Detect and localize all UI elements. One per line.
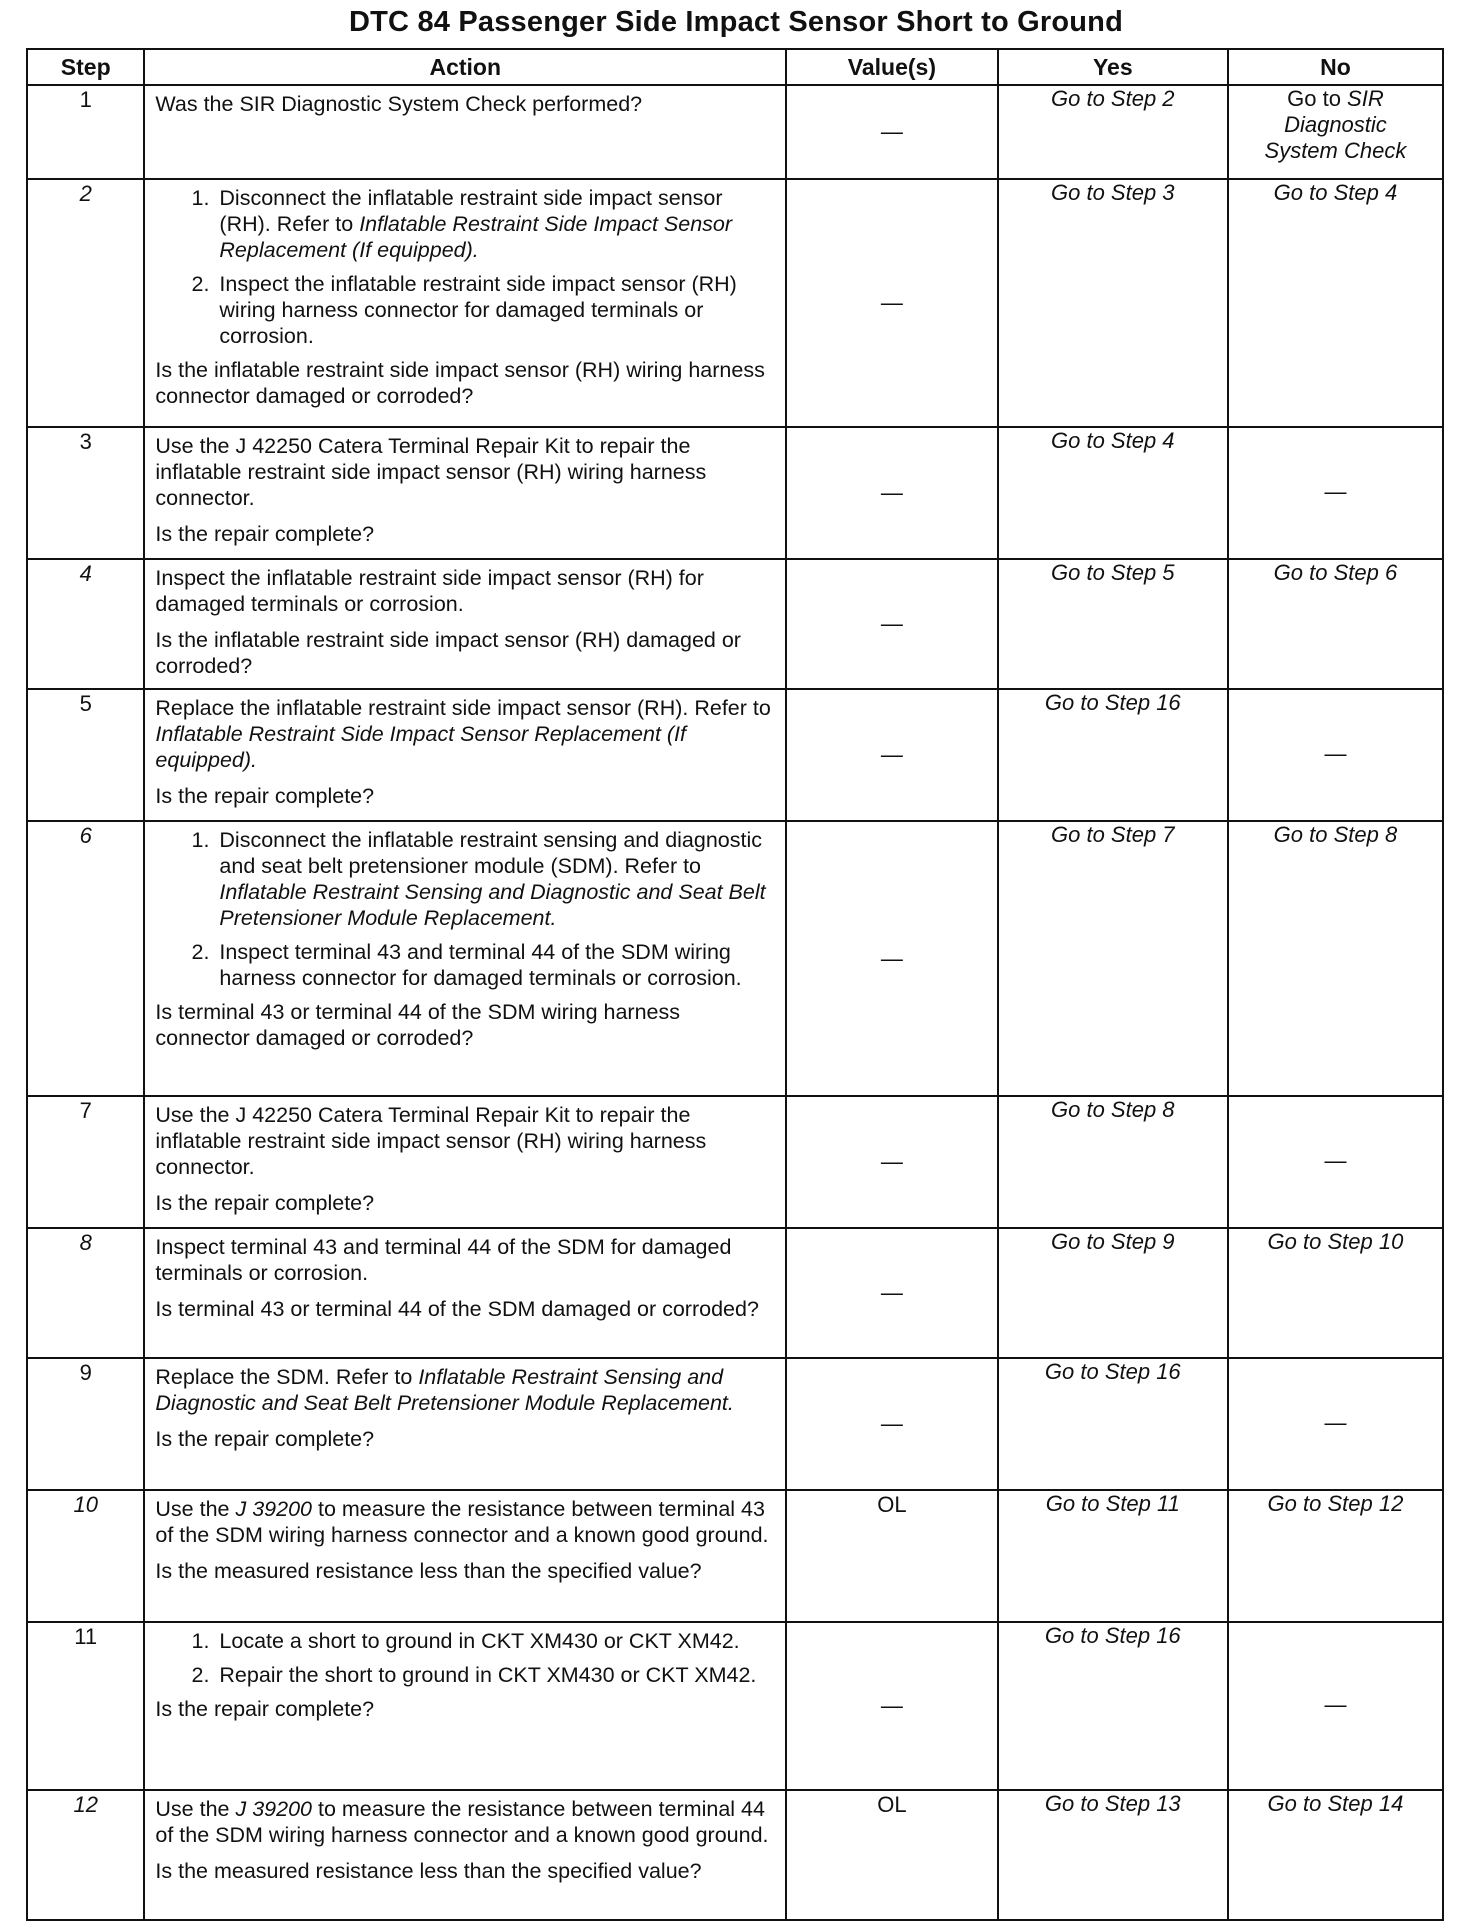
table-row [27, 559, 1443, 689]
action-question: Is the repair complete? [155, 522, 375, 546]
action-step-item: 1. Disconnect the inflatable restraint side impact sensor (RH). Refer to Inflatable Restraint Side Impact Sensor Replacement (If equipped). [215, 185, 777, 263]
table-row [27, 1490, 1443, 1622]
action-text: Replace the inflatable restraint side impact sensor (RH). Refer to Inflatable Restraint Side Impact Sensor Replacement (If equipped). [155, 696, 771, 772]
step-number: 2 [27, 179, 144, 427]
table-header-row [27, 49, 1443, 85]
action-text: Replace the SDM. Refer to Inflatable Restraint Sensing and Diagnostic and Seat Belt Pretensioner Module Replacement. [155, 1365, 734, 1415]
yes-cell: Go to Step 2 [998, 85, 1228, 179]
action-text: Inspect terminal 43 and terminal 44 of the SDM for damaged terminals or corrosion. [155, 1235, 732, 1285]
action-question: Was the SIR Diagnostic System Check performed? [155, 92, 643, 116]
manual-reference: Inflatable Restraint Sensing and Diagnostic and Seat Belt Pretensioner Module Replacement. [219, 880, 766, 930]
value-cell: — [786, 689, 998, 821]
value-cell: — [786, 1228, 998, 1358]
table-row [27, 179, 1443, 427]
step-number: 12 [27, 1790, 144, 1920]
action-question: Is the measured resistance less than the specified value? [155, 1559, 702, 1583]
action-text: Use the J 42250 Catera Terminal Repair Kit to repair the inflatable restraint side impact sensor (RH) wiring harness connector. [155, 1103, 707, 1179]
yes-cell: Go to Step 4 [998, 427, 1228, 559]
value-cell: — [786, 559, 998, 689]
header-step: Step [27, 49, 144, 85]
step-number: 3 [27, 427, 144, 559]
manual-reference: Inflatable Restraint Sensing and Diagnostic and Seat Belt Pretensioner Module Replacement. [155, 1365, 734, 1415]
no-cell: Go to Step 14 [1228, 1790, 1443, 1920]
value-cell: — [786, 1622, 998, 1790]
action-step-item: 2. Inspect the inflatable restraint side impact sensor (RH) wiring harness connector for damaged terminals or corrosion. [215, 271, 777, 349]
action-question: Is terminal 43 or terminal 44 of the SDM wiring harness connector damaged or corroded? [155, 1000, 680, 1050]
no-cell: Go to Step 8 [1228, 821, 1443, 1096]
action-question: Is the repair complete? [155, 1191, 375, 1215]
manual-reference: Inflatable Restraint Side Impact Sensor Replacement (If equipped). [155, 722, 686, 772]
action-text: Inspect the inflatable restraint side impact sensor (RH) for damaged terminals or corrosion. [155, 566, 704, 616]
action-cell [144, 559, 786, 689]
yes-cell: Go to Step 16 [998, 689, 1228, 821]
table-row [27, 85, 1443, 179]
action-text: Use the J 39200 to measure the resistance between terminal 44 of the SDM wiring harness connector and a known good ground. [155, 1797, 769, 1847]
value-cell: OL [786, 1790, 998, 1920]
action-cell [144, 179, 786, 427]
header-no: No [1228, 49, 1443, 85]
no-cell: — [1228, 689, 1443, 821]
action-cell [144, 821, 786, 1096]
document-title: DTC 84 Passenger Side Impact Sensor Short to Ground [348, 6, 1124, 38]
action-cell [144, 85, 786, 179]
action-question: Is the repair complete? [155, 1427, 375, 1451]
step-number: 9 [27, 1358, 144, 1490]
no-line: Diagnostic [1284, 112, 1387, 137]
table-row [27, 427, 1443, 559]
action-cell [144, 689, 786, 821]
yes-cell: Go to Step 11 [998, 1490, 1228, 1622]
action-text: Use the J 39200 to measure the resistance between terminal 43 of the SDM wiring harness connector and a known good ground. [155, 1497, 769, 1547]
value-cell: — [786, 85, 998, 179]
step-number: 10 [27, 1490, 144, 1622]
step-number: 11 [27, 1622, 144, 1790]
table-row [27, 1622, 1443, 1790]
table-row [27, 1358, 1443, 1490]
action-steps [155, 1628, 777, 1688]
yes-cell: Go to Step 13 [998, 1790, 1228, 1920]
no-reference: SIR [1347, 86, 1384, 111]
no-cell: Go to Step 6 [1228, 559, 1443, 689]
step-number: 7 [27, 1096, 144, 1228]
yes-cell: Go to Step 16 [998, 1358, 1228, 1490]
step-number: 6 [27, 821, 144, 1096]
action-step-item: 2. Inspect terminal 43 and terminal 44 of the SDM wiring harness connector for damaged terminals or corrosion. [215, 939, 777, 991]
action-cell [144, 1358, 786, 1490]
action-question: Is the repair complete? [155, 784, 375, 808]
table-row [27, 689, 1443, 821]
no-cell: — [1228, 1358, 1443, 1490]
step-number: 4 [27, 559, 144, 689]
action-steps [155, 827, 777, 991]
table-row [27, 1096, 1443, 1228]
action-question: Is the inflatable restraint side impact sensor (RH) wiring harness connector damaged or corroded? [155, 358, 765, 408]
header-action: Action [144, 49, 786, 85]
action-step-item: 1. Locate a short to ground in CKT XM430 or CKT XM42. [215, 1628, 777, 1654]
action-cell [144, 427, 786, 559]
yes-cell: Go to Step 5 [998, 559, 1228, 689]
value-cell: — [786, 821, 998, 1096]
table-row [27, 821, 1443, 1096]
yes-cell: Go to Step 9 [998, 1228, 1228, 1358]
yes-cell: Go to Step 3 [998, 179, 1228, 427]
action-text: Use the J 42250 Catera Terminal Repair Kit to repair the inflatable restraint side impact sensor (RH) wiring harness connector. [155, 434, 707, 510]
yes-cell: Go to Step 8 [998, 1096, 1228, 1228]
no-cell: Go to Step 10 [1228, 1228, 1443, 1358]
action-cell [144, 1490, 786, 1622]
header-yes: Yes [998, 49, 1228, 85]
table-row [27, 1790, 1443, 1920]
header-values: Value(s) [786, 49, 998, 85]
action-question: Is the repair complete? [155, 1697, 375, 1721]
action-cell [144, 1228, 786, 1358]
no-line: System Check [1264, 138, 1407, 163]
step-number: 1 [27, 85, 144, 179]
no-line: Go to SIR [1287, 86, 1384, 111]
no-cell: Go to Step 4 [1228, 179, 1443, 427]
action-step-item: 2. Repair the short to ground in CKT XM430 or CKT XM42. [215, 1662, 777, 1688]
value-cell: OL [786, 1490, 998, 1622]
action-cell [144, 1096, 786, 1228]
action-cell [144, 1790, 786, 1920]
action-question: Is terminal 43 or terminal 44 of the SDM damaged or corroded? [155, 1297, 759, 1321]
action-cell [144, 1622, 786, 1790]
tool-reference: J 39200 [235, 1797, 312, 1821]
no-cell: Go to Step 12 [1228, 1490, 1443, 1622]
no-cell: — [1228, 1622, 1443, 1790]
action-question: Is the measured resistance less than the specified value? [155, 1859, 702, 1883]
tool-reference: J 39200 [235, 1497, 312, 1521]
no-cell: — [1228, 427, 1443, 559]
value-cell: — [786, 179, 998, 427]
yes-cell: Go to Step 7 [998, 821, 1228, 1096]
step-number: 5 [27, 689, 144, 821]
action-step-item: 1. Disconnect the inflatable restraint sensing and diagnostic and seat belt pretensioner module (SDM). Refer to Inflatable Restraint Sensing and Diagnostic and Seat Belt Pretensioner Module Replacement. [215, 827, 777, 931]
value-cell: — [786, 427, 998, 559]
value-cell: — [786, 1358, 998, 1490]
no-cell [1228, 85, 1443, 179]
action-steps [155, 185, 777, 349]
no-cell: — [1228, 1096, 1443, 1228]
yes-cell: Go to Step 16 [998, 1622, 1228, 1790]
table-row [27, 1228, 1443, 1358]
manual-reference: Inflatable Restraint Side Impact Sensor Replacement (If equipped). [219, 212, 733, 262]
action-question: Is the inflatable restraint side impact sensor (RH) damaged or corroded? [155, 628, 741, 678]
diagnostic-table [26, 48, 1444, 1921]
value-cell: — [786, 1096, 998, 1228]
step-number: 8 [27, 1228, 144, 1358]
